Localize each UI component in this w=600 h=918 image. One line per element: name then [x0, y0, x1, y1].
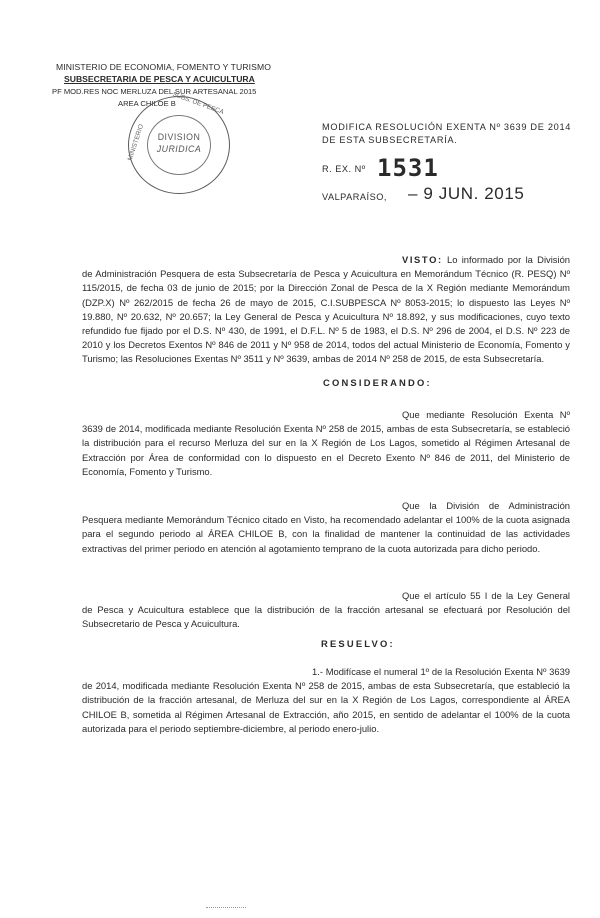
visto-paragraph — [82, 253, 570, 367]
visto-text: Lo informado por la División de Administración Pesquera de esta Subsecretaría de Pesca y Acuicultura en Memorándum Técnico (R. PESQ) Nº 115/2015, de fecha 03 de junio de 2015; por la Dirección Zonal de Pesca de la X Región mediante Memorándum (DZP.X) Nº 262/2015 de fecha 26 de mayo de 2015, C.I.SUBPESCA Nº 8053-2015; lo dispuesto las Leyes Nº 19.880, Nº 20.632, Nº 20.657; la Ley General de Pesca y Acuicultura Nº 18.892, y sus modificaciones, cuyo texto refundido fue fijado por el D.S. Nº 430, de 1991, el D.F.L. Nº 5 de 1983, el D.S. Nº 296 de 2004, el D.S. Nº 223 de 2010 y los Decretos Exentos Nº 846 de 2011 y Nº 958 de 2014, todos del actual Ministerio de Economía, Fomento y Turismo; las Resoluciones Exentas Nº 3511 y Nº 3639, ambas de 2014 Nº 258 de 2015, de esta Subsecretaría. — [82, 254, 570, 365]
visto-heading: VISTO: — [402, 254, 443, 265]
division-juridica-stamp — [126, 90, 230, 194]
document-place: VALPARAÍSO, — [322, 192, 387, 202]
stamp-line-division: DIVISION — [157, 132, 201, 142]
letterhead-ministry: MINISTERIO DE ECONOMIA, FOMENTO Y TURISMO — [56, 62, 271, 72]
resuelvo-heading: RESUELVO: — [321, 638, 395, 649]
stamp-ring-text-left: MINISTERIO — [126, 123, 146, 162]
considerando-heading: CONSIDERANDO: — [323, 377, 432, 388]
stamp-line-juridica: JURIDICA — [156, 144, 202, 154]
resolution-number: 1531 — [377, 154, 439, 182]
document-date-stamp: – 9 JUN. 2015 — [408, 184, 525, 203]
bottom-dotted-mark — [206, 907, 246, 910]
resuelvo-paragraph-1: 1.- Modifícase el numeral 1º de la Resolución Exenta Nº 3639 de 2014, modificada mediante Resolución Exenta Nº 258 de 2015, ambas de esta Subsecretaría, que estableció la distribución de la fracción artesanal, de Merluza del sur en la X Región de Los Lagos, correspondiente al ÁREA CHILOE B, sometida al Régimen Artesanal de Extracción, año 2015, en sentido de adelantar el 100% de la cuota autorizada para el periodo septiembre-diciembre, al periodo enero-julio. — [82, 666, 570, 734]
resolution-label: R. EX. Nº — [322, 164, 366, 174]
considerando-paragraph-1: Que mediante Resolución Exenta Nº 3639 de 2014, modificada mediante Resolución Exenta Nº 258 de 2015, ambas de esta Subsecretaría, se estableció la distribución para el recurso Merluza del sur en la X Región de Los Lagos, sometido al Régimen Artesanal de Extracción por Área de conformidad con lo dispuesto en el Decreto Exento Nº 846 de 2011, del Ministerio de Economía, Fomento y Turismo. — [82, 409, 570, 477]
considerando-paragraph-3: Que el artículo 55 I de la Ley General de Pesca y Acuicultura establece que la distribución de la fracción artesanal se efectuará por Resolución del Subsecretario de Pesca y Acuicultura. — [82, 590, 570, 630]
considerando-paragraph-2: Que la División de Administración Pesquera mediante Memorándum Técnico citado en Visto, ha recomendado adelantar el 100% de la cuota asignada para el segundo periodo al ÁREA CHILOE B, con la finalidad de mantener la continuidad de las actividades extractivas del primer periodo en atención al agotamiento temprano de la cuota autorizada para dicho periodo. — [82, 500, 570, 554]
letterhead-reference: PF MOD.RES NOC MERLUZA DEL SUR ARTESANAL 2015 — [52, 87, 257, 96]
document-subject: MODIFICA RESOLUCIÓN EXENTA Nº 3639 DE 2014 DE ESTA SUBSECRETARÍA. — [322, 122, 572, 145]
letterhead-area: AREA CHILOE B — [118, 99, 176, 108]
stamp-ring-text-top: SUBS. DE PESCA — [171, 90, 225, 117]
letterhead-subsecretaria: SUBSECRETARIA DE PESCA Y ACUICULTURA — [64, 74, 255, 84]
